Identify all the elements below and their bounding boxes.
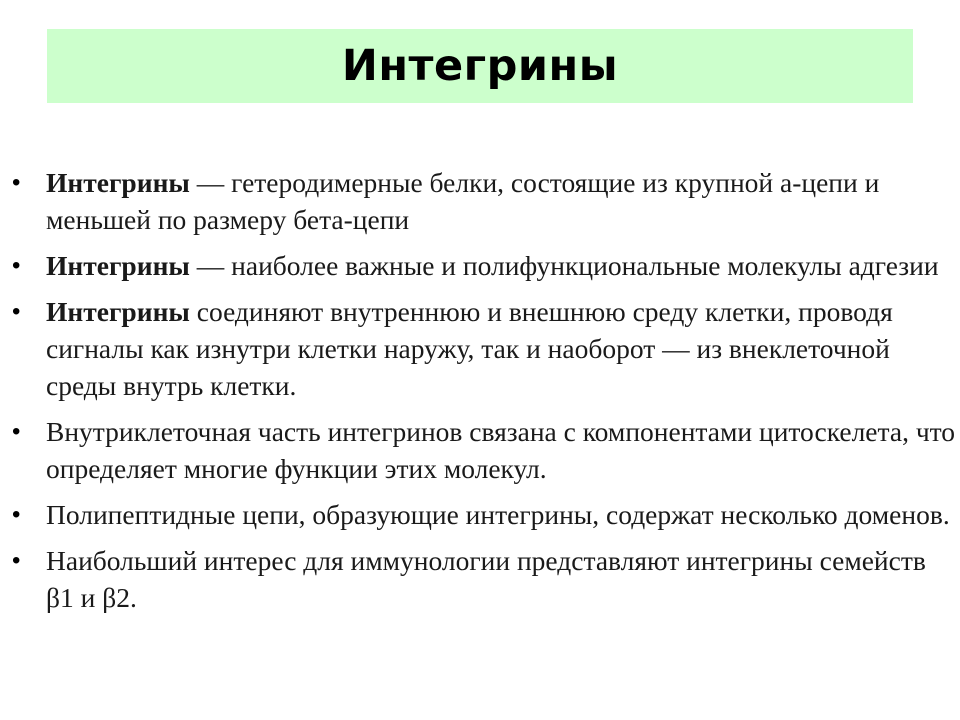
- bullet-list: [12, 164, 957, 625]
- bullet-icon: •: [12, 547, 21, 574]
- bullet-text: — гетеродимерные белки, состоящие из крупной а-цепи и меньшей по размеру бета-цепи: [46, 167, 880, 235]
- title-banner: [47, 29, 913, 103]
- bullet-icon: •: [12, 169, 21, 196]
- bullet-icon: •: [12, 418, 21, 445]
- bullet-text: соединяют внутреннюю и внешнюю среду клетки, проводя сигналы как изнутри клетки наружу, так и наоборот — из внеклеточной среды внутрь клетки.: [46, 296, 893, 401]
- bullet-item: [12, 542, 957, 616]
- slide-title: Интегрины: [341, 41, 619, 91]
- bullet-term: Интегрины: [46, 250, 190, 281]
- bullet-item: [12, 164, 957, 238]
- bullet-icon: •: [12, 252, 21, 279]
- bullet-icon: •: [12, 501, 21, 528]
- bullet-item: [12, 413, 957, 487]
- bullet-text: Наибольший интерес для иммунологии представляют интегрины семейств β1 и β2.: [46, 545, 926, 613]
- bullet-item: [12, 247, 957, 284]
- bullet-term: Интегрины: [46, 167, 190, 198]
- bullet-text: — наиболее важные и полифункциональные молекулы адгезии: [189, 250, 939, 281]
- bullet-term: Интегрины: [46, 296, 190, 327]
- bullet-icon: •: [12, 298, 21, 325]
- bullet-item: [12, 496, 957, 533]
- bullet-text: Полипептидные цепи, образующие интегрины, содержат несколько доменов.: [46, 499, 950, 530]
- bullet-item: [12, 293, 957, 404]
- bullet-text: Внутриклеточная часть интегринов связана с компонентами цитоскелета, что определяет многие функции этих молекул.: [46, 416, 956, 484]
